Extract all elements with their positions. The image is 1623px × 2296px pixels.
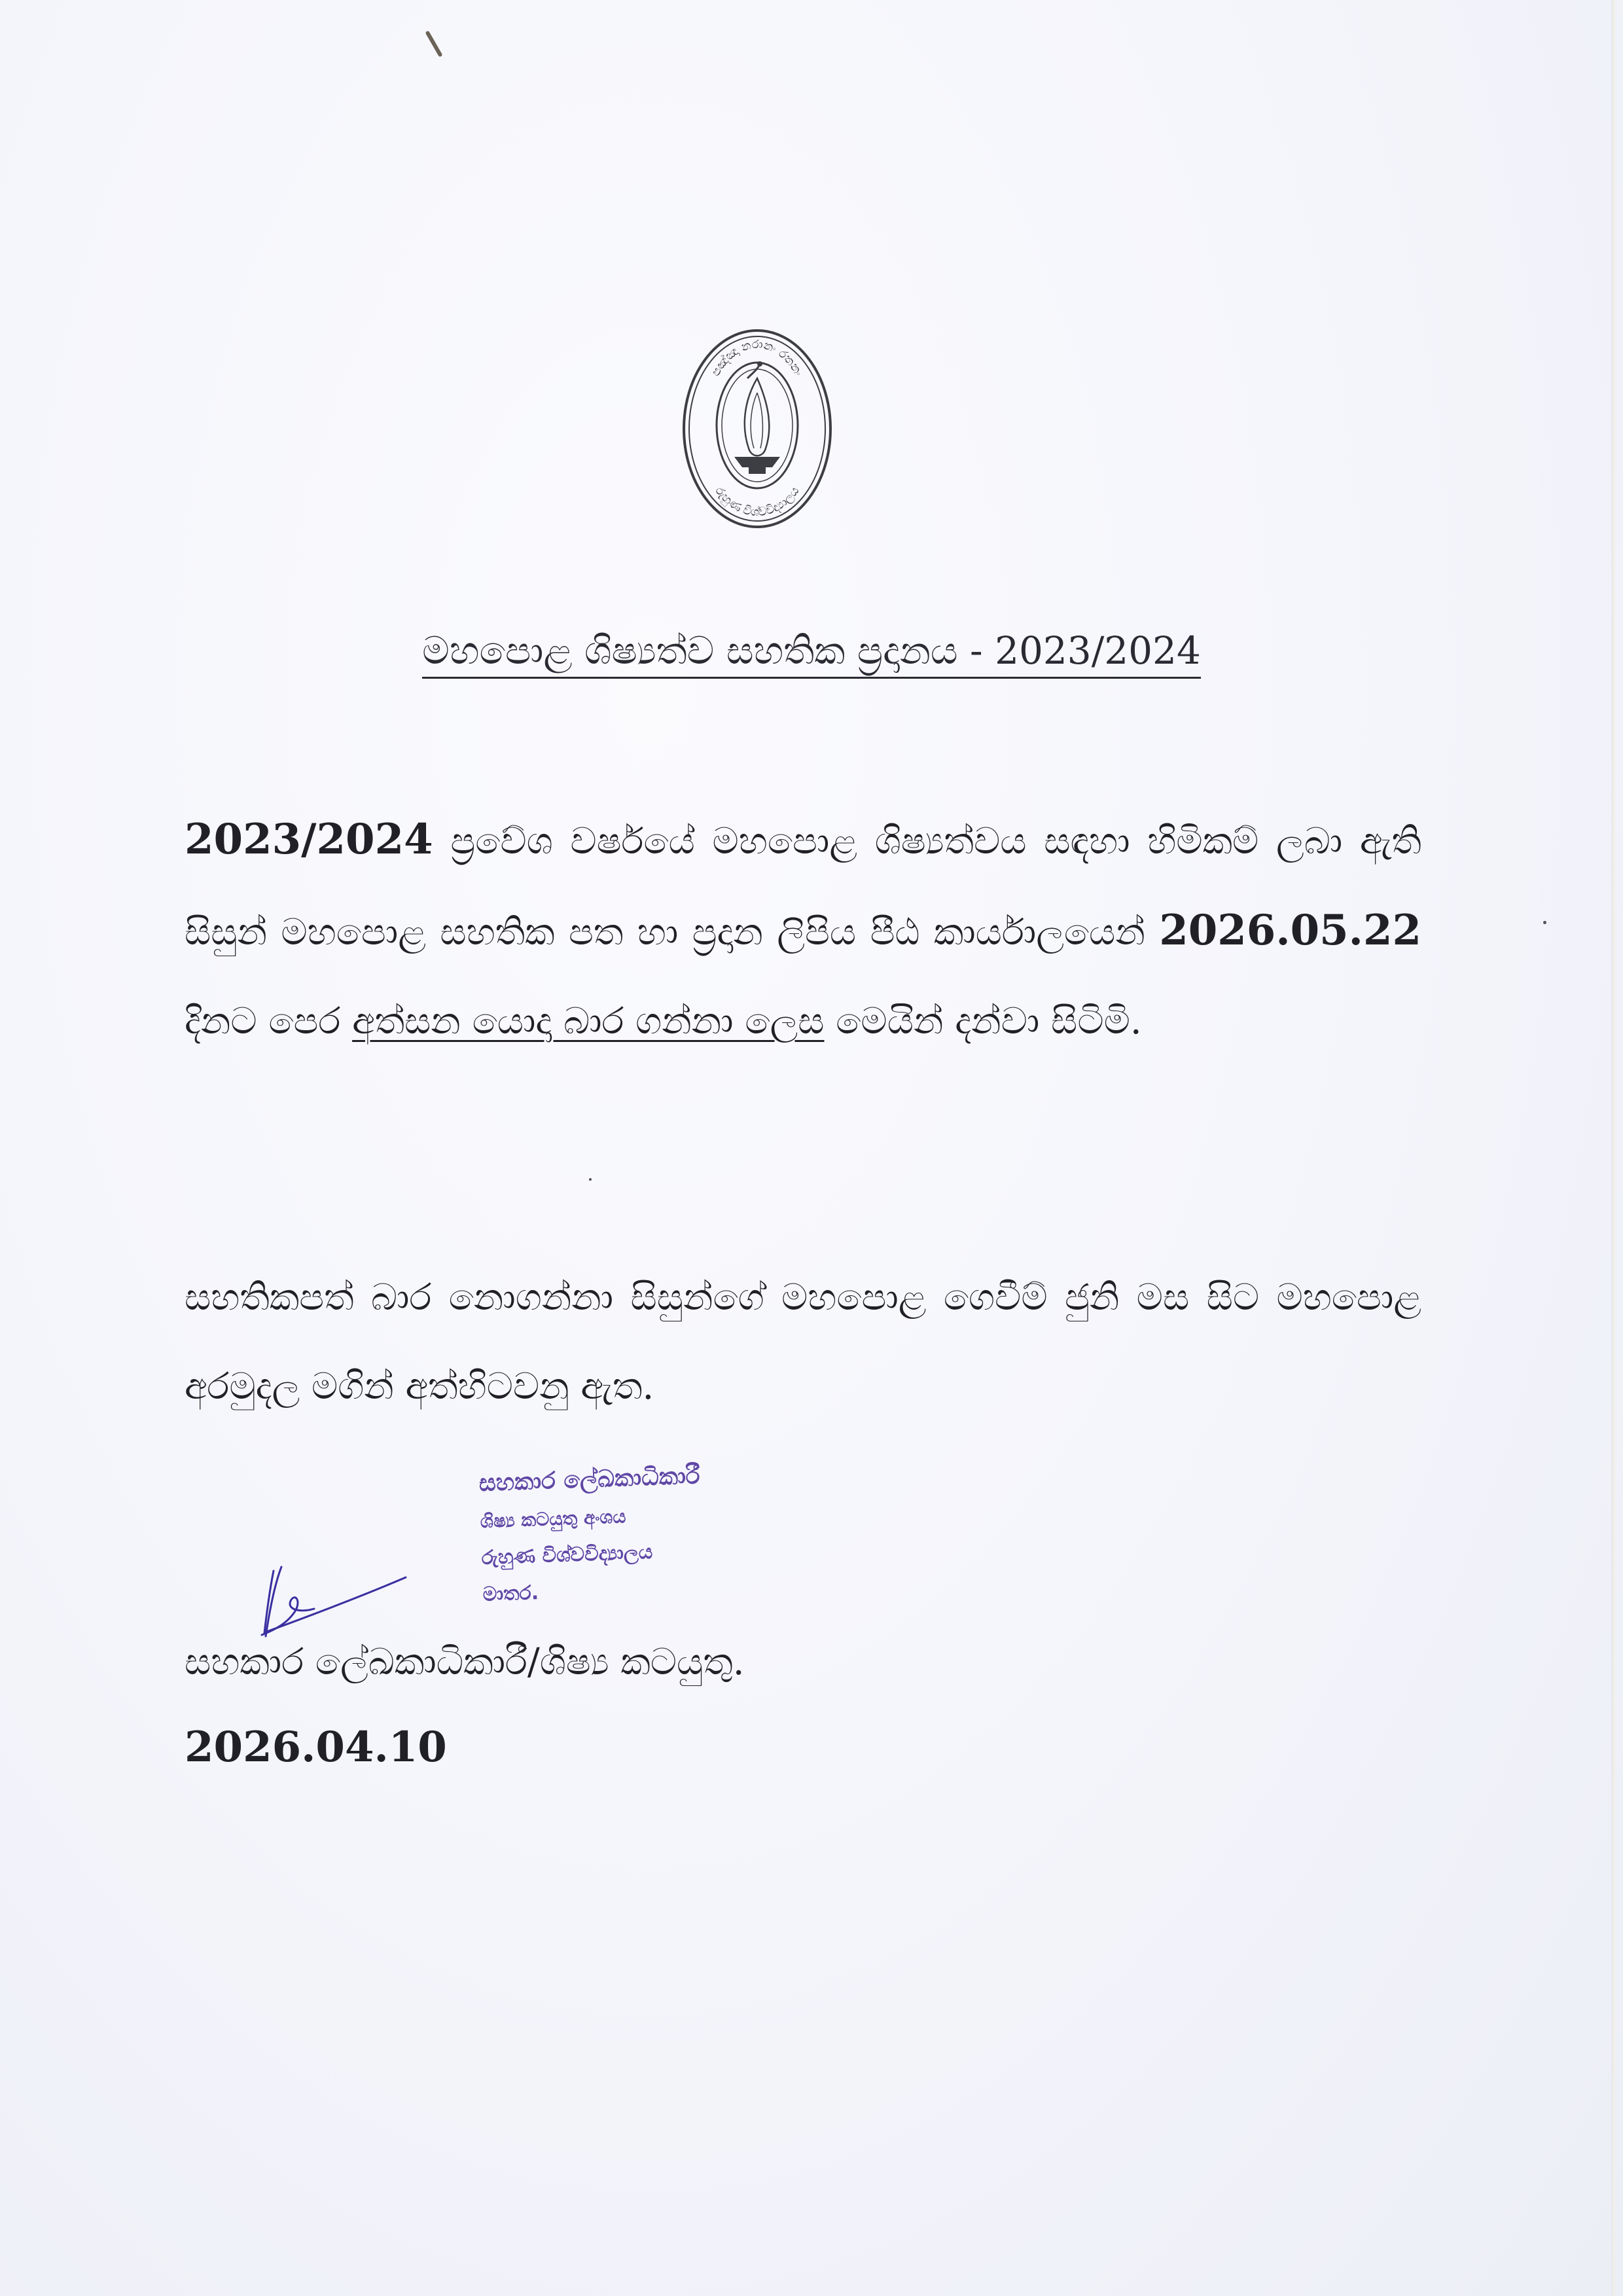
stamp-line-3: රුහුණ විශ්වවිද්‍යාලය — [481, 1540, 653, 1570]
notice-date: 2026.04.10 — [185, 1723, 447, 1772]
official-stamp — [478, 1452, 824, 1628]
paper-speck — [589, 1178, 592, 1181]
stamp-line-4: මාතර. — [482, 1581, 539, 1607]
paragraph-1-part-2: දිනට පෙර — [185, 1000, 353, 1043]
title-year: 2023/2024 — [995, 628, 1201, 673]
university-emblem — [681, 327, 834, 530]
notice-title — [0, 628, 1623, 673]
emblem-top-text: පඤ්ඤා නරානං රතනං — [709, 337, 806, 379]
notice-paragraph-1 — [185, 795, 1421, 1162]
svg-text:රුහුණ විශ්වවිද්‍යාලය — [712, 484, 802, 520]
paper-edge — [1611, 0, 1615, 2296]
paragraph-1-part-1: ප්‍රවේශ වර්ෂයේ මහපොළ ශිෂ්‍යත්වය සඳහා හිමිකම් ලබා ඇති සිසුන් මහපොළ සහතික පත හා ප්‍රදාන ලිපිය පීඨ කාර්යාලයෙන් — [185, 820, 1421, 954]
intake-year: 2023/2024 — [185, 815, 433, 864]
svg-text:පඤ්ඤා නරානං රතනං — [709, 338, 806, 378]
stamp-line-2: ශිෂ්‍ය කටයුතු අංශය — [480, 1505, 626, 1533]
paper-speck — [1543, 921, 1546, 924]
deadline-date: 2026.05.22 — [1159, 906, 1421, 955]
title-text: මහපොළ ශිෂ්‍යත්ව සහතික ප්‍රදානය - — [422, 628, 995, 673]
signature — [255, 1558, 412, 1643]
signatory-designation: සහකාර ලේඛකාධිකාරී/ශිෂ්‍ය කටයුතු. — [185, 1641, 745, 1683]
emblem-bottom-text: රුහුණ විශ්වවිද්‍යාලය — [712, 484, 802, 520]
paragraph-1-part-3: මෙයින් දන්වා සිටිමි. — [824, 1000, 1142, 1043]
underlined-instruction: අත්සන යොදා බාර ගන්නා ලෙස — [352, 1000, 825, 1043]
notice-paragraph-2: සහතිකපත් බාර නොගන්නා සිසුන්ගේ මහපොළ ගෙවීම් ජුනි මස සිට මහපොළ අරමුදල මගින් අත්හිටවනු ඇත. — [185, 1276, 1421, 1408]
stamp-line-1: සහකාර ලේඛකාධිකාරී — [478, 1462, 701, 1498]
